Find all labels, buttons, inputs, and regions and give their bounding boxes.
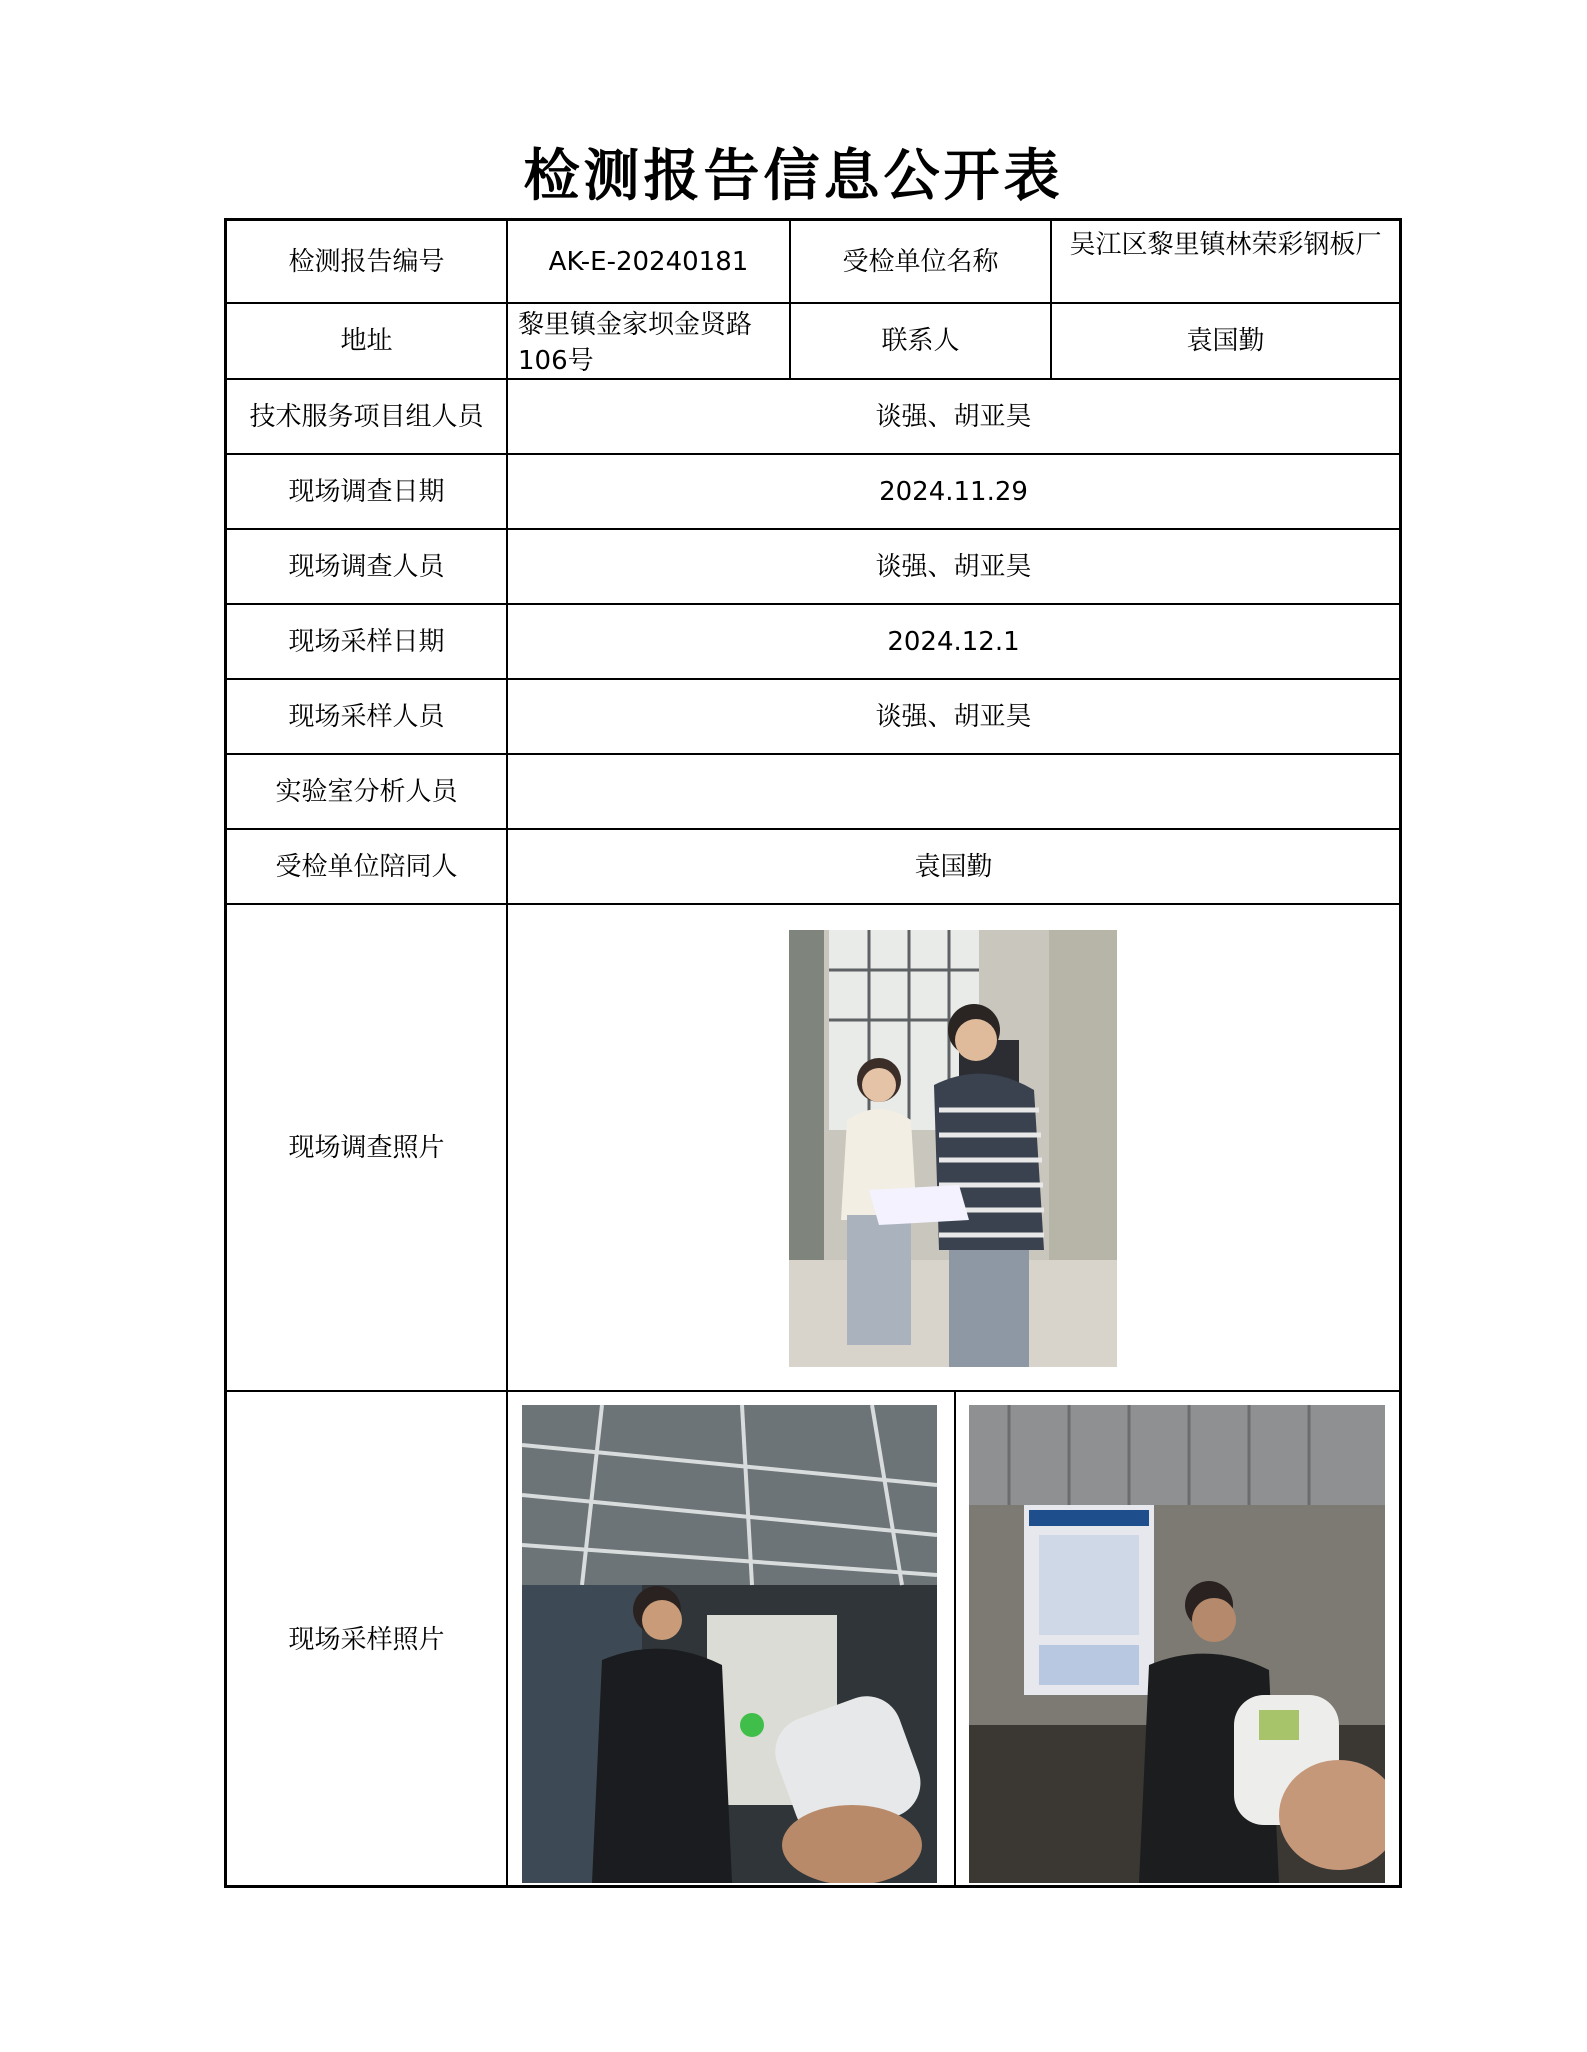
team-value: 谈强、胡亚昊 bbox=[875, 401, 1032, 432]
survey-date-label: 现场调查日期 bbox=[288, 476, 445, 507]
survey-staff-value: 谈强、胡亚昊 bbox=[875, 551, 1032, 582]
survey-photo-label: 现场调查照片 bbox=[288, 1132, 445, 1163]
escort-value: 袁国勤 bbox=[914, 851, 993, 882]
lab-staff-value bbox=[508, 755, 1399, 828]
sampling-staff-value: 谈强、胡亚昊 bbox=[875, 701, 1032, 732]
lab-staff-label: 实验室分析人员 bbox=[275, 776, 458, 807]
survey-photo bbox=[789, 930, 1117, 1367]
sampling-photo-1 bbox=[522, 1405, 937, 1883]
address-label: 地址 bbox=[340, 326, 393, 356]
survey-staff-label: 现场调查人员 bbox=[288, 551, 445, 582]
contact-value: 袁国勤 bbox=[1186, 326, 1265, 356]
sampling-photo-label: 现场采样照片 bbox=[288, 1625, 445, 1655]
team-label: 技术服务项目组人员 bbox=[249, 401, 484, 432]
report-no-label: 检测报告编号 bbox=[288, 246, 445, 277]
contact-label: 联系人 bbox=[881, 326, 960, 356]
sampling-date-value: 2024.12.1 bbox=[887, 626, 1020, 657]
unit-name-value: 吴江区黎里镇林荣彩钢板厂 bbox=[1069, 230, 1382, 260]
sampling-date-label: 现场采样日期 bbox=[288, 626, 445, 657]
survey-date-value: 2024.11.29 bbox=[879, 476, 1028, 507]
sampling-staff-label: 现场采样人员 bbox=[288, 701, 445, 732]
column-divider bbox=[954, 1390, 956, 1888]
report-no-value: AK-E-20240181 bbox=[548, 246, 749, 277]
sampling-photo-2 bbox=[969, 1405, 1385, 1883]
unit-name-label: 受检单位名称 bbox=[842, 246, 999, 277]
address-value: 黎里镇金家坝金贤路106号 bbox=[518, 310, 753, 376]
page-title: 检测报告信息公开表 bbox=[523, 143, 1064, 209]
escort-label: 受检单位陪同人 bbox=[275, 851, 458, 882]
